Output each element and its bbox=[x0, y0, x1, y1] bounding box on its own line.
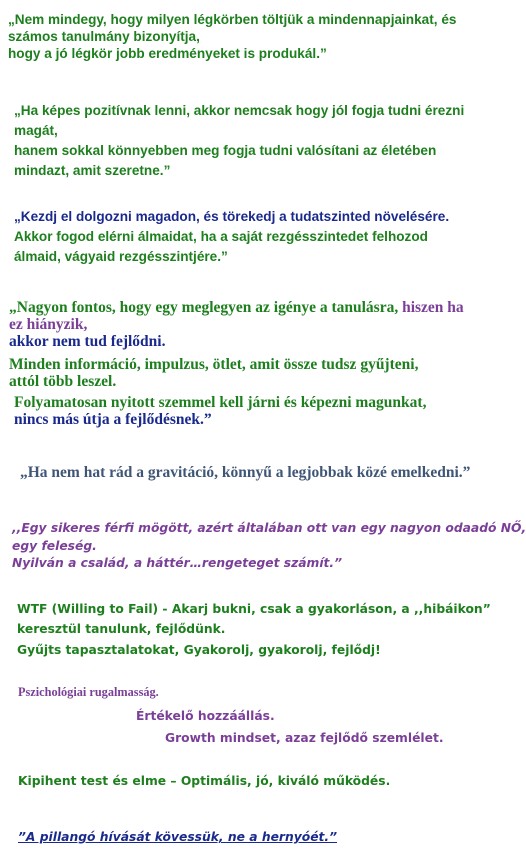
evaluative-attitude bbox=[136, 708, 275, 724]
quote-line: „Ha képes pozitívnak lenni, akkor nemcsak hogy jól fogja tudni érezni bbox=[14, 103, 465, 118]
quote-line: akkor nem tud fejlődni. bbox=[9, 333, 166, 350]
quote-line: Growth mindset, azaz fejlődő szemlélet. bbox=[165, 731, 444, 745]
psychological-flexibility bbox=[18, 684, 159, 700]
quote-consciousness bbox=[14, 207, 449, 267]
quote-line: mindazt, amit szeretne.” bbox=[14, 163, 171, 178]
quote-line: hanem sokkal könnyebben meg fogja tudni valósítani az életében bbox=[14, 143, 437, 158]
quote-line: WTF (Willing to Fail) - Akarj bukni, csak a gyakorláson, a ,,hibáikon” bbox=[17, 602, 491, 616]
quote-line: ,,Egy sikeres férfi mögött, azért általában ott van egy nagyon odaadó NŐ, bbox=[12, 521, 526, 535]
quote-line: nincs más útja a fejlődésnek.” bbox=[14, 411, 212, 428]
quote-line: ez hiányzik, bbox=[9, 316, 88, 333]
quote-line: Értékelő hozzáállás. bbox=[136, 709, 275, 723]
quote-text: „Nagyon fontos, hogy egy meglegyen az igénye a tanulásra, bbox=[9, 299, 403, 316]
quote-line: Folyamatosan nyitott szemmel kell járni és képezni magunkat, bbox=[14, 394, 427, 411]
quote-learning bbox=[9, 299, 464, 428]
growth-mindset bbox=[165, 730, 444, 746]
quote-line bbox=[9, 299, 464, 316]
quote-line: „Ha nem hat rád a gravitáció, könnyű a legjobbak közé emelkedni.” bbox=[20, 464, 471, 481]
quote-line: hogy a jó légkör jobb eredményeket is produkál.” bbox=[8, 46, 327, 61]
quote-line: Minden információ, impulzus, ötlet, amit össze tudsz gyűjteni, bbox=[9, 356, 419, 373]
quote-atmosphere bbox=[8, 11, 456, 62]
quote-line: ”A pillangó hívását kövessük, ne a hernyóét.” bbox=[18, 830, 338, 844]
quote-highlight: hiszen ha bbox=[402, 299, 464, 316]
quote-line: Gyűjts tapasztalatokat, Gyakorolj, gyakorolj, fejlődj! bbox=[17, 643, 381, 657]
quote-positivity bbox=[14, 101, 464, 181]
quote-line: „Nem mindegy, hogy milyen légkörben töltjük a mindennapjainkat, és bbox=[8, 12, 457, 27]
quote-line: Nyilván a család, a háttér…rengeteget számít.” bbox=[12, 556, 343, 570]
quote-line: „Kezdj el dolgozni magadon, és törekedj a tudatszinted növelésére. bbox=[14, 209, 450, 224]
quote-line: Akkor fogod elérni álmaidat, ha a saját rezgésszintedet felhozod bbox=[14, 229, 428, 244]
quote-line: magát, bbox=[14, 123, 58, 138]
quote-line: számos tanulmány bizonyítja, bbox=[8, 29, 200, 44]
quote-butterfly bbox=[18, 829, 337, 845]
quote-successful-man bbox=[12, 520, 526, 573]
quote-line: egy feleség. bbox=[12, 538, 97, 553]
quote-line: keresztül tanulunk, fejlődünk. bbox=[17, 622, 226, 636]
quote-line: álmaid, vágyaid rezgésszintjére.” bbox=[14, 249, 228, 264]
quote-line: Pszichológiai rugalmasság. bbox=[18, 685, 159, 699]
quote-gravity bbox=[20, 464, 470, 482]
quote-line: Kipihent test és elme – Optimális, jó, kiváló működés. bbox=[18, 774, 391, 788]
quote-rested-body bbox=[18, 773, 390, 789]
quote-willing-to-fail bbox=[17, 599, 491, 660]
quote-line: attól több leszel. bbox=[9, 373, 117, 390]
